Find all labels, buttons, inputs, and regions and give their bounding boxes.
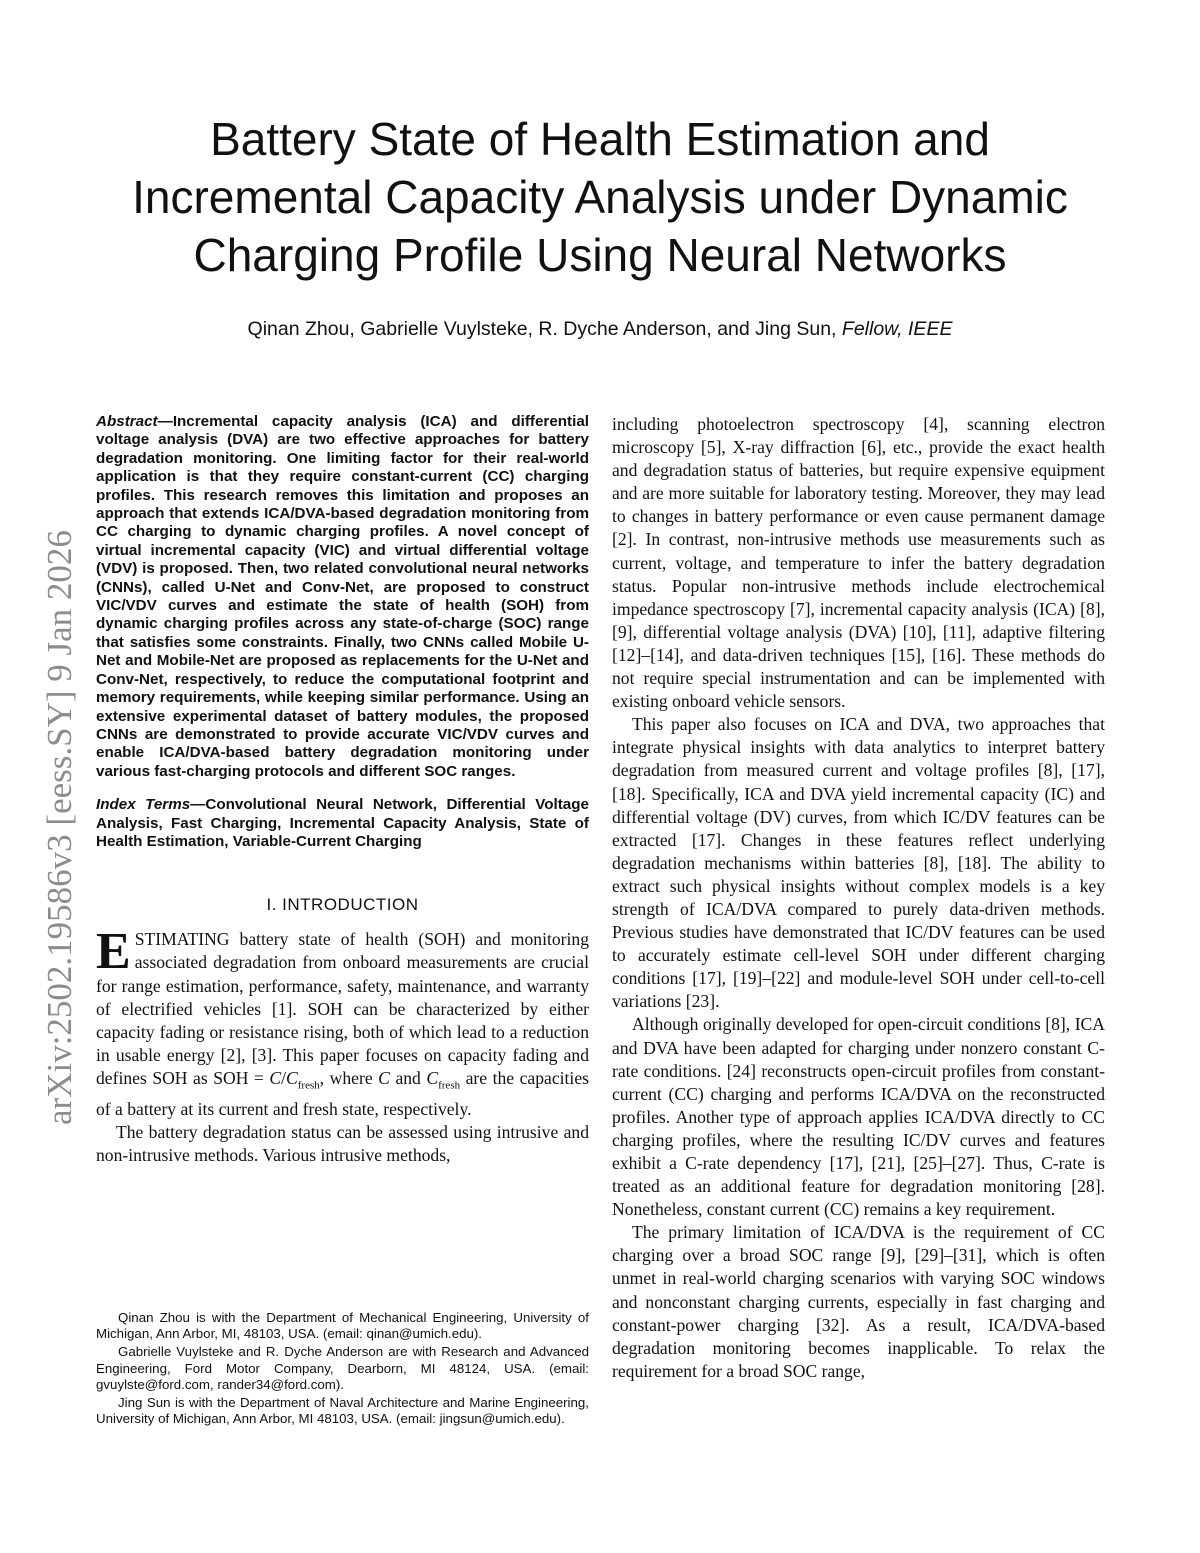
math-c-2: C [378, 1067, 390, 1088]
lead-in-caps: STIMATING [134, 929, 230, 950]
footnote: Qinan Zhou is with the Department of Mechanical Engineering, University of Michigan, Ann Arbor, MI, 48103, USA. (email: qinan@umich.edu). [96, 1310, 589, 1342]
math-c-3: C [426, 1067, 439, 1088]
right-paragraph-3: Although originally developed for open-circuit conditions [8], ICA and DVA have been adapted for charging under nonzero constant C-rate conditions. [24] reconstructs open-circuit profiles from constant-current (CC) charging and performs ICA/DVA on the reconstructed profiles. Another type of approach applies ICA/DVA directly to CC charging profiles, where the resulting IC/DV curves and features exhibit a C-rate dependency [17], [21], [25]–[27]. Thus, C-rate is treated as an additional feature for degradation monitoring [28]. Nonetheless, constant current (CC) remains a key requirement. [612, 1014, 1105, 1220]
abstract-text: —Incremental capacity analysis (ICA) and differential voltage analysis (DVA) are two effective approaches for battery degradation monitoring. One limiting factor for their real-world application is that they require constant-current (CC) charging profiles. This research removes this limitation and proposes an approach that extends ICA/DVA-based degradation monitoring from CC charging to dynamic charging profiles. A novel concept of virtual incremental capacity (VIC) and virtual differential voltage (VDV) is proposed. Then, two related convolutional neural networks (CNNs), called U-Net and Conv-Net, are proposed to construct VIC/VDV curves and estimate the state of health (SOH) from dynamic charging profiles across any state-of-charge (SOC) range that satisfies some constraints. Finally, two CNNs called Mobile U-Net and Mobile-Net are proposed as replacements for the U-Net and Conv-Net, respectively, to reduce the computational footprint and memory requirements, while keeping similar performance. Using an extensive experimental dataset of battery modules, the proposed CNNs are demonstrated to provide accurate VIC/VDV curves and enable ICA/DVA-based battery degradation monitoring under various fast-charging protocols and different SOC ranges. [96, 413, 589, 780]
intro-paragraph-2: The battery degradation status can be assessed using intrusive and non-intrusive methods. Various intrusive methods, [96, 1121, 589, 1165]
paper-title: Battery State of Health Estimation and Incremental Capacity Analysis under Dynamic Charging Profile Using Neural Networks [132, 113, 1068, 281]
arxiv-stamp: arXiv:2502.19586v3 [eess.SY] 9 Jan 2026 [40, 530, 79, 1125]
intro-text-c: and [389, 1067, 427, 1088]
drop-cap: E [96, 923, 131, 981]
right-paragraph-4: The primary limitation of ICA/DVA is the requirement of CC charging over a broad SOC range [9], [29]–[31], which is often unmet in real-world charging scenarios with varying SOC windows and nonconstant charging currents, especially in fast charging and constant-power charging [32]. As a result, ICA/DVA-based degradation monitoring becomes inapplicable. To relax the requirement for a broad SOC range, [612, 1222, 1105, 1381]
footnotes [96, 1310, 589, 1429]
author-names: Qinan Zhou, Gabrielle Vuylsteke, R. Dyche Anderson, and Jing Sun, [247, 318, 837, 340]
math-c: C [269, 1067, 282, 1088]
abstract [96, 413, 589, 781]
index-terms [96, 796, 589, 851]
author-fellow: Fellow, IEEE [841, 318, 953, 340]
index-terms-label: Index Terms [96, 796, 191, 814]
math-c-fresh: C [286, 1067, 298, 1088]
index-terms-text: —Convolutional Neural Network, Differential Voltage Analysis, Fast Charging, Incremental Capacity Analysis, State of Health Estimation, Variable-Current Charging [96, 796, 589, 850]
right-paragraph-2: This paper also focuses on ICA and DVA, two approaches that integrate physical insights with data analytics to interpret battery degradation from measured current and voltage profiles [8], [17], [18]. Specifically, ICA and DVA yield incremental capacity (IC) and differential voltage (DV) curves, from which IC/DV features can be extracted [17]. Changes in these features reflect underlying degradation mechanisms within batteries [8], [18]. The ability to extract such physical insights without complex models is a key strength of ICA/DVA compared to purely data-driven methods. Previous studies have demonstrated that IC/DV features can be used to accurately estimate cell-level SOH under different charging conditions [17], [19]–[22] and module-level SOH under cell-to-cell variations [23]. [612, 714, 1105, 1012]
intro-paragraph-1 [96, 923, 589, 1120]
math-slash: / [281, 1067, 286, 1088]
intro-text-a: battery state of health (SOH) and monitoring associated degradation from onboard measurements are crucial for range estimation, performance, safety, maintenance, and warranty of electrified vehicles [1]. SOH can be characterized by either capacity fading or resistance rising, both of which lead to a reduction in usable energy [2], [3]. This paper focuses on capacity fading and defines SOH as SOH = [96, 929, 589, 1088]
left-column [96, 413, 589, 1167]
soh-formula [269, 1067, 320, 1092]
right-column [612, 413, 1105, 1383]
abstract-label: Abstract [96, 413, 158, 430]
author-line [90, 318, 1110, 341]
math-fresh-sub-2: fresh [438, 1079, 461, 1092]
footnote: Jing Sun is with the Department of Naval Architecture and Marine Engineering, University of Michigan, Ann Arbor, MI 48103, USA. (email: jingsun@umich.edu). [96, 1395, 589, 1427]
section-heading: I. INTRODUCTION [266, 895, 419, 915]
math-cfresh-inline [426, 1067, 461, 1092]
math-fresh-sub: fresh [297, 1079, 320, 1092]
intro-text-d: are the capacities of a battery at its current and fresh state, respectively. [96, 1067, 589, 1119]
math-c-inline [378, 1068, 390, 1088]
right-paragraph-1: including photoelectron spectroscopy [4], scanning electron microscopy [5], X-ray diffraction [6], etc., provide the exact health and degradation status of batteries, but require expensive equipment and are more suitable for laboratory testing. Moreover, they may lead to changes in battery performance or even cause permanent damage [2]. In contrast, non-intrusive methods use measurements such as current, voltage, and temperature to infer the battery degradation status. Popular non-intrusive methods include electrochemical impedance spectroscopy [7], incremental capacity analysis (ICA) [8], [9], differential voltage analysis (DVA) [10], [11], adaptive filtering [12]–[14], and data-driven techniques [15], [16]. These methods do not require special instrumentation and can be implemented with existing onboard vehicle sensors. [612, 414, 1105, 712]
intro-text-b: , where [319, 1067, 379, 1088]
footnote: Gabrielle Vuylsteke and R. Dyche Anderson are with Research and Advanced Engineering, Ford Motor Company, Dearborn, MI 48124, USA. (email: gvuylste@ford.com, rander34@ford.com). [96, 1344, 589, 1392]
